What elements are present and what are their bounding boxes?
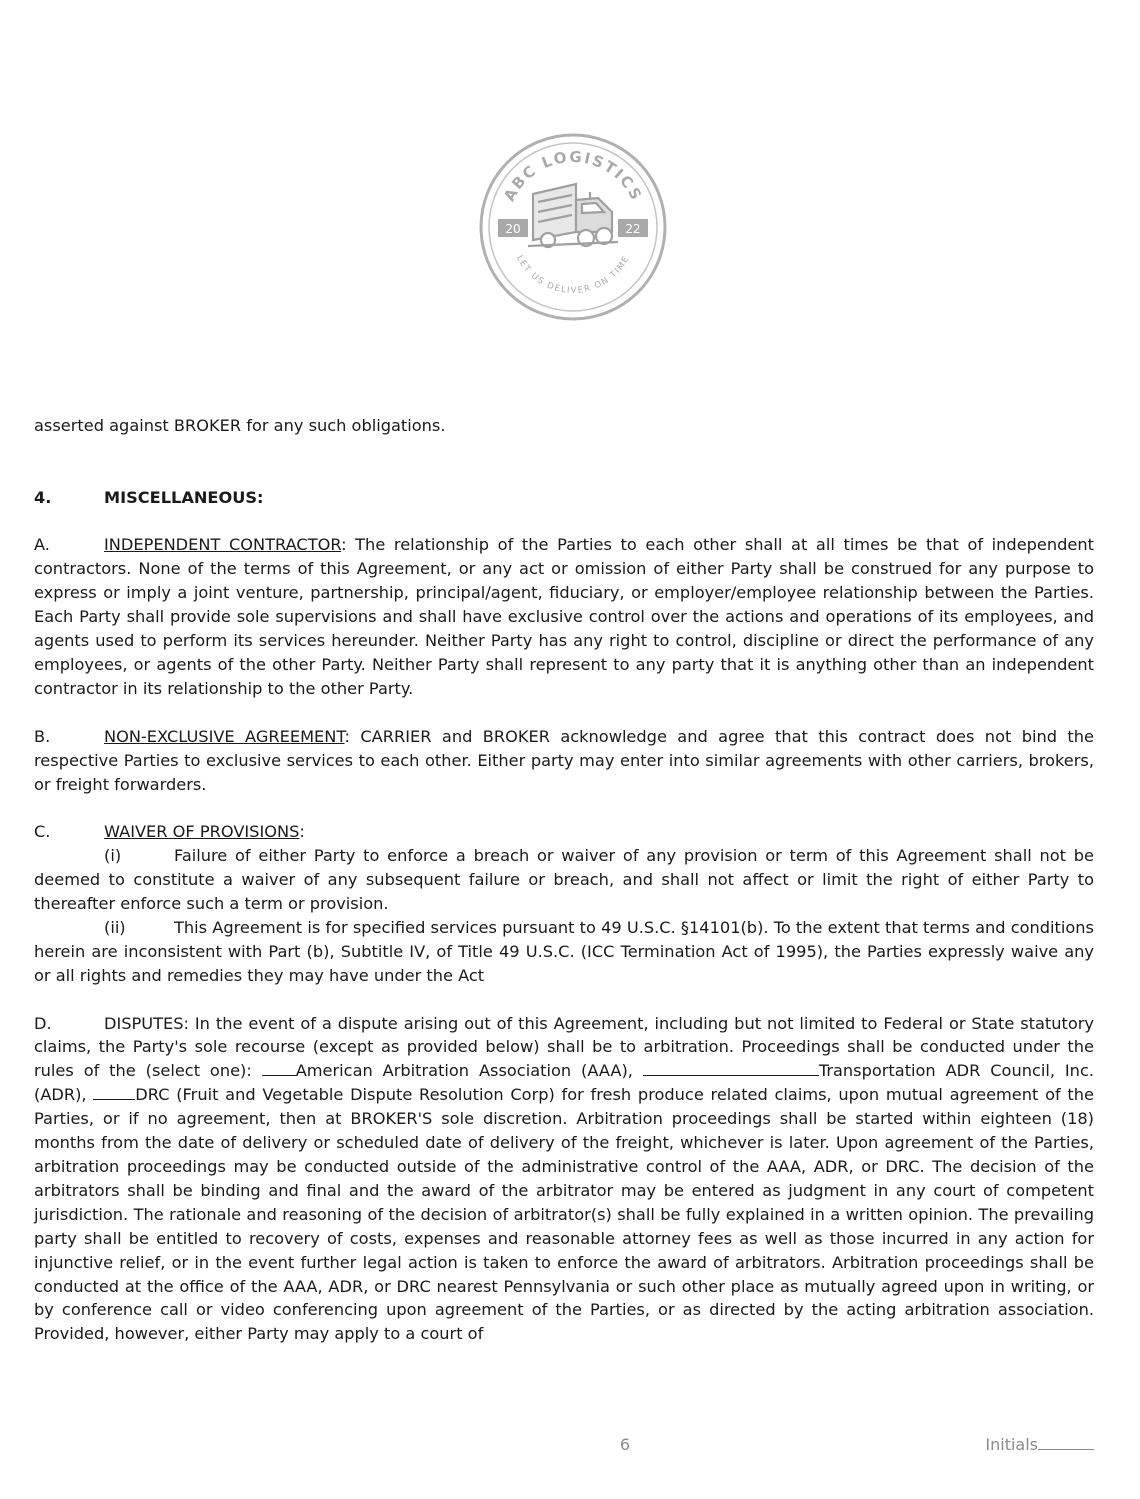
- clause-b-text: : CARRIER and BROKER acknowledge and agree that this contract does not bind the respective Parties to exclusive services to each other. Either party may enter into similar agreements with other carriers, brokers, or freight forwarders.: [34, 726, 1094, 794]
- clause-c-heading: WAIVER OF PROVISIONS: [104, 822, 300, 842]
- section-title: MISCELLANEOUS:: [104, 487, 264, 507]
- clause-c-label: C.: [34, 822, 51, 842]
- clause-c: [34, 820, 1094, 844]
- continued-paragraph: asserted against BROKER for any such obligations.: [34, 416, 446, 435]
- aaa-blank[interactable]: [262, 1059, 296, 1076]
- page-number: 6: [619, 1435, 631, 1454]
- clause-c-sub-ii-text: This Agreement is for specified services pursuant to 49 U.S.C. §14101(b). To the extent that terms and conditions herein are inconsistent with Part (b), Subtitle IV, of Title 49 U.S.C. (ICC Termination Act of 1995), the Parties expressly waive any or all rights and remedies they may have under the Act: [34, 917, 1094, 985]
- clause-d: [34, 1012, 1094, 1347]
- logo-year-right: 22: [625, 222, 641, 236]
- clause-d-label: D.: [34, 1013, 52, 1033]
- adr-blank[interactable]: [643, 1059, 819, 1076]
- clause-a-heading: INDEPENDENT CONTRACTOR: [104, 535, 342, 555]
- clause-c-sub-ii: [34, 916, 1094, 988]
- clause-a-label: A.: [34, 535, 50, 555]
- clause-d-option-aaa: American Arbitration Association (AAA),: [295, 1061, 643, 1081]
- clause-b: [34, 725, 1094, 797]
- initials-line[interactable]: [1038, 1435, 1094, 1450]
- clause-d-text: DISPUTES: In the event of a dispute arising out of this Agreement, including but not limited to Federal or State statutory claims, the Party's sole recourse (except as provided below) shall be to arbitration. Proceedings shall be conducted under the rules of the (select one):: [34, 1013, 1094, 1081]
- clause-a: [34, 533, 1094, 700]
- clause-d-option-adr: Transportation ADR Council, Inc. (ADR),: [34, 1061, 1094, 1105]
- section-heading: [34, 486, 1094, 510]
- clause-c-sub-i-label: (i): [104, 846, 122, 866]
- clause-c-sub-i-text: Failure of either Party to enforce a breach or waiver of any provision or term of this Agreement shall not be deemed to constitute a waiver of any subsequent failure or breach, and shall not affect or limit the right of either Party to thereafter enforce such a term or provision.: [34, 846, 1094, 914]
- document-body: [34, 414, 1094, 1346]
- clause-b-label: B.: [34, 726, 51, 746]
- clause-c-sub-ii-label: (ii): [104, 917, 126, 937]
- clause-a-text: : The relationship of the Parties to each other shall at all times be that of independent contractors. None of the terms of this Agreement, or any act or omission of either Party shall be construed for any purpose to express or imply a joint venture, partnership, principal/agent, fiduciary, or employer/employee relationship between the Parties. Each Party shall provide sole supervisions and shall have exclusive control over the actions and operations of its employees, and agents used to perform its services hereunder. Neither Party has any right to control, discipline or direct the performance of any employees, or agents of the other Party. Neither Party shall represent to any party that it is anything other than an independent contractor in its relationship to the other Party.: [34, 535, 1094, 698]
- clause-d-option-drc: DRC (Fruit and Vegetable Dispute Resolution Corp) for fresh produce related claims, upon mutual agreement of the Parties, or if no agreement, then at BROKER'S sole discretion. Arbitration proceedings shall be started within eighteen (18) months from the date of delivery or scheduled date of delivery of the freight, whichever is later. Upon agreement of the Parties, arbitration proceedings may be conducted outside of the administrative control of the AAA, ADR, or DRC. The decision of the arbitrators shall be binding and final and the award of the arbitrator may be entered as judgment in any court of competent jurisdiction. The rationale and reasoning of the decision of arbitrator(s) shall be fully explained in a written opinion. The prevailing party shall be entitled to recovery of costs, expenses and reasonable attorney fees as well as those incurred in any action for injunctive relief, or in the event further legal action is taken to enforce the award of arbitrators. Arbitration proceedings shall be conducted at the office of the AAA, ADR, or DRC nearest Pennsylvania or such other place as mutually agreed upon in writing, or by conference call or video conferencing upon agreement of the Parties, or as directed by the acting arbitration association. Provided, however, either Party may apply to a court of: [34, 1085, 1094, 1344]
- drc-blank[interactable]: [93, 1083, 135, 1100]
- clause-b-heading: NON-EXCLUSIVE AGREEMENT: [104, 726, 345, 746]
- company-logo: [478, 132, 668, 322]
- clause-c-sub-i: [34, 844, 1094, 916]
- initials-field[interactable]: [985, 1435, 1094, 1454]
- clause-c-colon: :: [299, 822, 305, 842]
- logo-company-name: ABC LOGISTICS: [500, 147, 646, 205]
- logo-tagline: LET US DELIVER ON TIME: [514, 253, 632, 297]
- initials-label: Initials: [985, 1435, 1038, 1454]
- logo-year-left: 20: [505, 222, 521, 236]
- section-number: 4.: [34, 487, 52, 507]
